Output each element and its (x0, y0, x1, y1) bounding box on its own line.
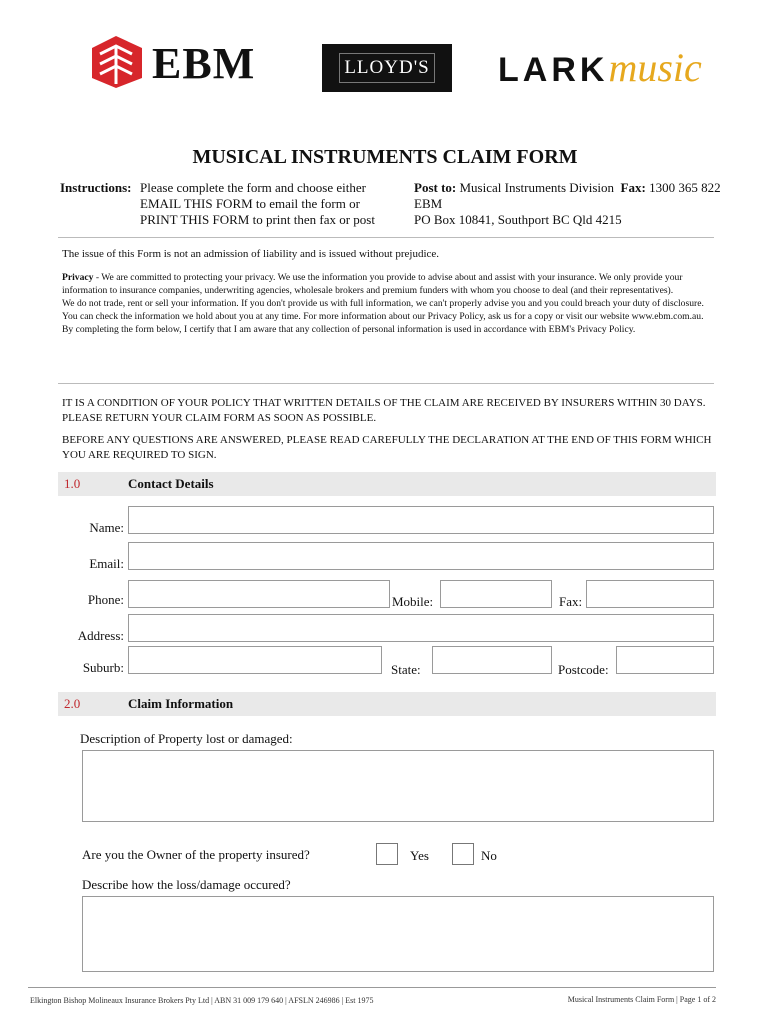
suburb-field[interactable] (128, 646, 382, 674)
page-title: MUSICAL INSTRUMENTS CLAIM FORM (192, 146, 578, 168)
section-title: Claim Information (128, 696, 234, 711)
no-label: No (481, 848, 497, 863)
footer-page-info: Musical Instruments Claim Form | Page 1 of 2 (567, 995, 716, 1004)
lloyds-logo (322, 44, 452, 92)
state-label: State: (391, 662, 421, 677)
description-field[interactable] (82, 750, 714, 822)
how-field[interactable] (82, 896, 714, 972)
post-to-label: Post to: (414, 180, 457, 195)
condition-paragraph-1: IT IS A CONDITION OF YOUR POLICY THAT WRITTEN DETAILS OF THE CLAIM ARE RECEIVED BY INSURERS WITHIN 30 DAYS. PLEASE RETURN YOUR CLAIM FORM AS SOON AS POSSIBLE. (62, 397, 706, 424)
phone-field[interactable] (128, 580, 390, 608)
footer-company-info: Elkington Bishop Molineaux Insurance Brokers Pty Ltd | ABN 31 009 179 640 | AFSLN 246986 | Est 1975 (30, 996, 374, 1005)
privacy-label: Privacy (62, 272, 94, 283)
post-division: Musical Instruments Division (459, 180, 615, 195)
post-line-3: PO Box 10841, Southport BC Qld 4215 (414, 212, 622, 227)
mobile-label: Mobile: (392, 594, 434, 609)
owner-question: Are you the Owner of the property insured? (82, 847, 310, 862)
fax-label: Fax: (620, 180, 646, 195)
divider (58, 383, 714, 384)
postcode-label: Postcode: (558, 662, 609, 677)
name-field[interactable] (128, 506, 714, 534)
instructions-label: Instructions: (60, 180, 132, 195)
instructions-block (60, 180, 375, 228)
description-label: Description of Property lost or damaged: (80, 731, 293, 746)
privacy-paragraph-1: - We are committed to protecting your privacy. We use the information you provide to advise about and assist with your insurance. We only provide your information to insurance companies, underwriting agencies, wholesale brokers and premium funders with whom you choose to deal (and their representatives). (62, 272, 683, 296)
divider (58, 237, 714, 238)
email-field[interactable] (128, 542, 714, 570)
section-title: Contact Details (128, 476, 214, 491)
mobile-field[interactable] (440, 580, 552, 608)
fax-number: 1300 365 822 (649, 180, 721, 195)
fax-field[interactable] (586, 580, 714, 608)
ebm-logo-icon (88, 34, 146, 90)
lark-music-logo (498, 44, 702, 91)
privacy-paragraph-2: We do not trade, rent or sell your information. If you don't provide us with full information, we can't properly advise you and you could breach your duty of disclosure. You can check the information we hold about you at any time. For more information about our Privacy Policy, ask us for a copy or visit our website www.ebm.com.au. (62, 298, 704, 322)
instructions-line-3: PRINT THIS FORM to print then fax or post (140, 212, 375, 227)
condition-paragraph-2: BEFORE ANY QUESTIONS ARE ANSWERED, PLEASE READ CAREFULLY THE DECLARATION AT THE END OF THIS FORM WHICH YOU ARE REQUIRED TO SIGN. (62, 434, 712, 461)
footer-divider (28, 987, 716, 988)
music-logo-text: music (608, 45, 702, 90)
section-header-claim (58, 692, 716, 716)
address-label: Address: (77, 628, 124, 643)
privacy-statement (62, 271, 712, 336)
phone-label: Phone: (87, 592, 124, 607)
state-field[interactable] (432, 646, 552, 674)
how-label: Describe how the loss/damage occured? (82, 877, 291, 892)
suburb-label: Suburb: (82, 660, 124, 675)
yes-checkbox[interactable] (376, 843, 398, 865)
lloyds-logo-text: LLOYD'S (339, 53, 434, 83)
instructions-line-2: EMAIL THIS FORM to email the form or (140, 196, 360, 211)
fax-label: Fax: (559, 594, 583, 609)
instructions-line-1: Please complete the form and choose either (140, 180, 366, 195)
privacy-paragraph-3: By completing the form below, I certify that I am aware that any collection of personal information is used in accordance with EBM's Privacy Policy. (62, 324, 636, 335)
yes-label: Yes (410, 848, 429, 863)
section-number: 2.0 (64, 696, 81, 711)
email-label: Email: (89, 556, 124, 571)
section-header-contact (58, 472, 716, 496)
address-field[interactable] (128, 614, 714, 642)
name-label: Name: (89, 520, 124, 535)
no-checkbox[interactable] (452, 843, 474, 865)
liability-notice: The issue of this Form is not an admission of liability and is issued without prejudice. (62, 248, 440, 260)
lark-logo-text: LARK (498, 51, 609, 89)
condition-notice (62, 396, 712, 470)
section-number: 1.0 (64, 476, 81, 491)
post-line-2: EBM (414, 196, 443, 211)
ebm-logo-text: EBM (152, 39, 256, 88)
post-to-block (414, 180, 721, 228)
postcode-field[interactable] (616, 646, 714, 674)
